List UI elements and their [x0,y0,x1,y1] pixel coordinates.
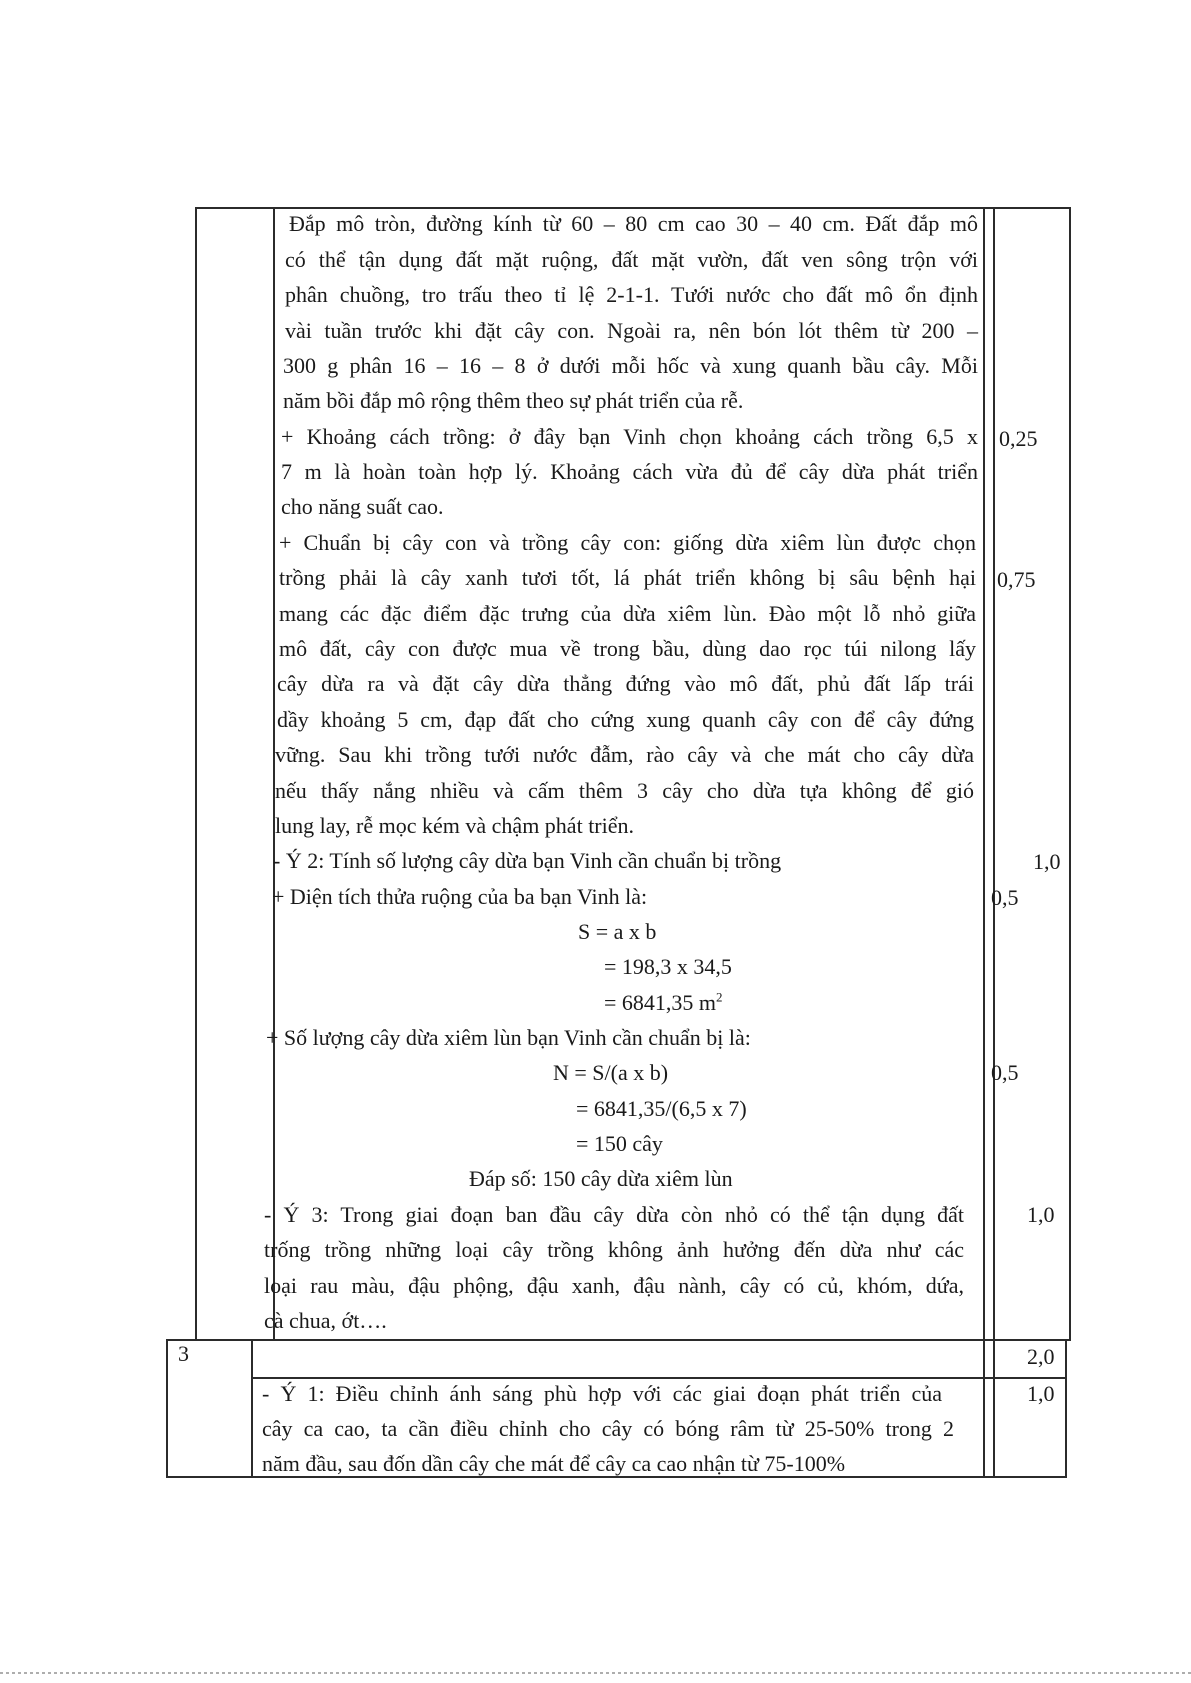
answer-line: năm đầu, sau đốn dần cây che mát để cây ca cao nhận từ 75-100% [262,1451,846,1476]
formula-line: = 6841,35/(6,5 x 7) [576,1096,747,1121]
answer-line: 300 g phân 16 – 16 – 8 ở dưới mỗi hốc và xung quanh bầu cây. Mỗi [283,353,978,378]
table-top-border [195,207,1071,209]
answer-line: mang các đặc điểm đặc trưng của dừa xiêm lùn. Đào một lỗ nhỏ giữa [279,601,976,626]
area-unit-exponent: 2 [716,989,723,1005]
answer-line: cho năng suất cao. [281,494,444,519]
answer-line: có thể tận dụng đất mặt ruộng, đất mặt vườn, đất ven sông trộn với [285,247,978,272]
answer-line: lung lay, rễ mọc kém và chậm phát triển. [275,813,635,838]
answer-line: - Ý 1: Điều chỉnh ánh sáng phù hợp với các giai đoạn phát triển của [262,1381,942,1406]
answer-line: - Ý 2: Tính số lượng cây dừa bạn Vinh cần chuẩn bị trồng [273,848,782,873]
answer-line: mô đất, cây con được mua về trong bầu, dùng dao rọc túi nilong lấy [279,636,976,661]
answer-line: + Diện tích thửa ruộng của ba bạn Vinh là: [272,884,648,909]
column-divider-1-top [273,207,275,1340]
table-right-border-top [1069,207,1071,1340]
answer-line: + Khoảng cách trồng: ở đây bạn Vinh chọn khoảng cách trồng 6,5 x [281,424,978,449]
row-divider-q3-top [166,1339,1071,1341]
answer-line: 7 m là hoàn toàn hợp lý. Khoảng cách vừa đủ để cây dừa phát triển [281,459,978,484]
answer-line: loại rau màu, đậu phộng, đậu xanh, đậu nành, cây có củ, khóm, dứa, [264,1273,964,1298]
formula-line: = 150 cây [576,1131,663,1156]
answer-line: vài tuần trước khi đặt cây con. Ngoài ra, nên bón lót thêm từ 200 – [285,318,978,343]
answer-line: cà chua, ớt…. [264,1308,387,1333]
answer-line: cây ca cao, ta cần điều chỉnh cho cây có bóng râm từ 25-50% trong 2 [262,1416,954,1441]
point-score: 1,0 [1027,1202,1055,1227]
question-number: 3 [178,1341,189,1366]
question-total-score: 2,0 [1027,1344,1055,1369]
point-score: 1,0 [1027,1381,1055,1406]
table-left-border [166,1340,168,1477]
formula-line: N = S/(a x b) [553,1060,669,1085]
table-left-border-top [195,207,197,1340]
answer-line: trống trồng những loại cây trồng không ảnh hưởng đến dừa như các [264,1237,964,1262]
answer-line: năm bồi đắp mô rộng thêm theo sự phát triển của rễ. [283,388,744,413]
point-score: 1,0 [1033,849,1061,874]
answer-line: Đắp mô tròn, đường kính từ 60 – 80 cm cao 30 – 40 cm. Đất đắp mô [289,211,978,236]
answer-line: nếu thấy nắng nhiều và cấm thêm 3 cây cho dừa tựa không để gió [275,778,974,803]
column-divider-1-bottom [251,1340,253,1477]
answer-line: - Ý 3: Trong giai đoạn ban đầu cây dừa còn nhỏ có thể tận dụng đất [264,1202,964,1227]
answer-line: + Chuẩn bị cây con và trồng cây con: giống dừa xiêm lùn được chọn [279,530,976,555]
row-divider-q3-sub [251,1377,1067,1379]
answer-line: cây dừa ra và đặt cây dừa thẳng đứng vào mô đất, phủ đất lấp trái [277,671,974,696]
table-right-border [1065,1340,1067,1477]
formula-line: S = a x b [578,919,657,944]
answer-line: dầy khoảng 5 cm, đạp đất cho cứng xung quanh cây con để cây đứng [277,707,974,732]
column-divider-3 [993,207,995,1477]
answer-result: Đáp số: 150 cây dừa xiêm lùn [469,1166,733,1191]
table-bottom-border [166,1476,1067,1478]
answer-line: vững. Sau khi trồng tưới nước đẫm, rào cây và che mát cho cây dừa [275,742,974,767]
sub-score: 0,75 [997,567,1036,592]
answer-line: trồng phải là cây xanh tươi tốt, lá phát triển không bị sâu bệnh hại [279,565,976,590]
sub-score: 0,5 [991,1060,1019,1085]
answer-line: phân chuồng, tro trấu theo tỉ lệ 2-1-1. Tưới nước cho đất mô ổn định [285,282,978,307]
column-divider-2 [983,207,985,1477]
sub-score: 0,5 [991,885,1019,910]
scan-edge-artifact [0,1672,1191,1674]
answer-line: + Số lượng cây dừa xiêm lùn bạn Vinh cần chuẩn bị là: [266,1025,751,1050]
formula-line: = 6841,35 $m^2$ [604,989,723,1015]
sub-score: 0,25 [999,426,1038,451]
formula-line: = 198,3 x 34,5 [604,954,732,979]
